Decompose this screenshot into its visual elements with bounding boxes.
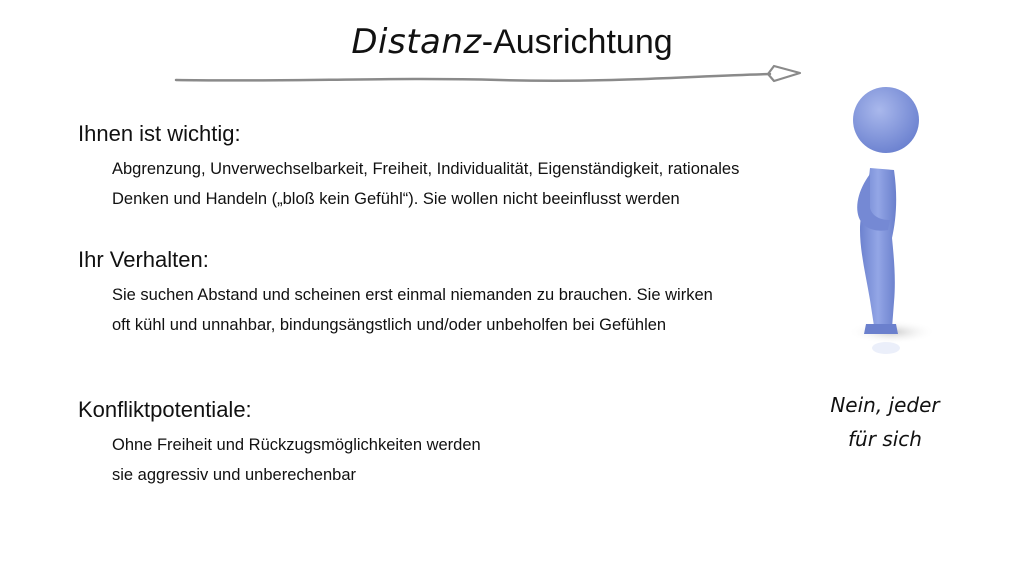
section-body — [112, 280, 818, 340]
standing-figure-icon — [830, 80, 940, 370]
section-conflicts — [78, 396, 818, 490]
quote-line: für sich — [848, 427, 922, 451]
section-line: oft kühl und unnahbar, bindungsängstlich und/oder unbeholfen bei Gefühlen — [112, 316, 667, 334]
section-body — [112, 430, 818, 490]
title-plain-part: -Ausrichtung — [481, 23, 673, 61]
title-handwritten-part: Distanz — [351, 22, 482, 62]
section-body — [112, 154, 818, 214]
section-line: Sie suchen Abstand und scheinen erst einmal niemanden zu brauchen. Sie wirken — [112, 286, 713, 304]
section-heading: Konfliktpotentiale: — [78, 397, 252, 422]
arrow-underline-icon — [170, 60, 810, 90]
section-line: Ohne Freiheit und Rückzugsmöglichkeiten werden — [112, 436, 481, 454]
page-title — [0, 18, 1024, 66]
section-heading: Ihr Verhalten: — [78, 247, 209, 272]
quote-line: Nein, jeder — [830, 393, 940, 417]
section-line: Denken und Handeln („bloß kein Gefühl“). Sie wollen nicht beeinflusst werden — [112, 190, 680, 208]
figure-quote — [820, 388, 950, 456]
section-line: Abgrenzung, Unverwechselbarkeit, Freiheit, Individualität, Eigenständigkeit, rationales — [112, 160, 740, 178]
section-behavior — [78, 246, 818, 340]
section-heading: Ihnen ist wichtig: — [78, 121, 241, 146]
section-important — [78, 120, 818, 214]
section-line: sie aggressiv und unberechenbar — [112, 466, 356, 484]
